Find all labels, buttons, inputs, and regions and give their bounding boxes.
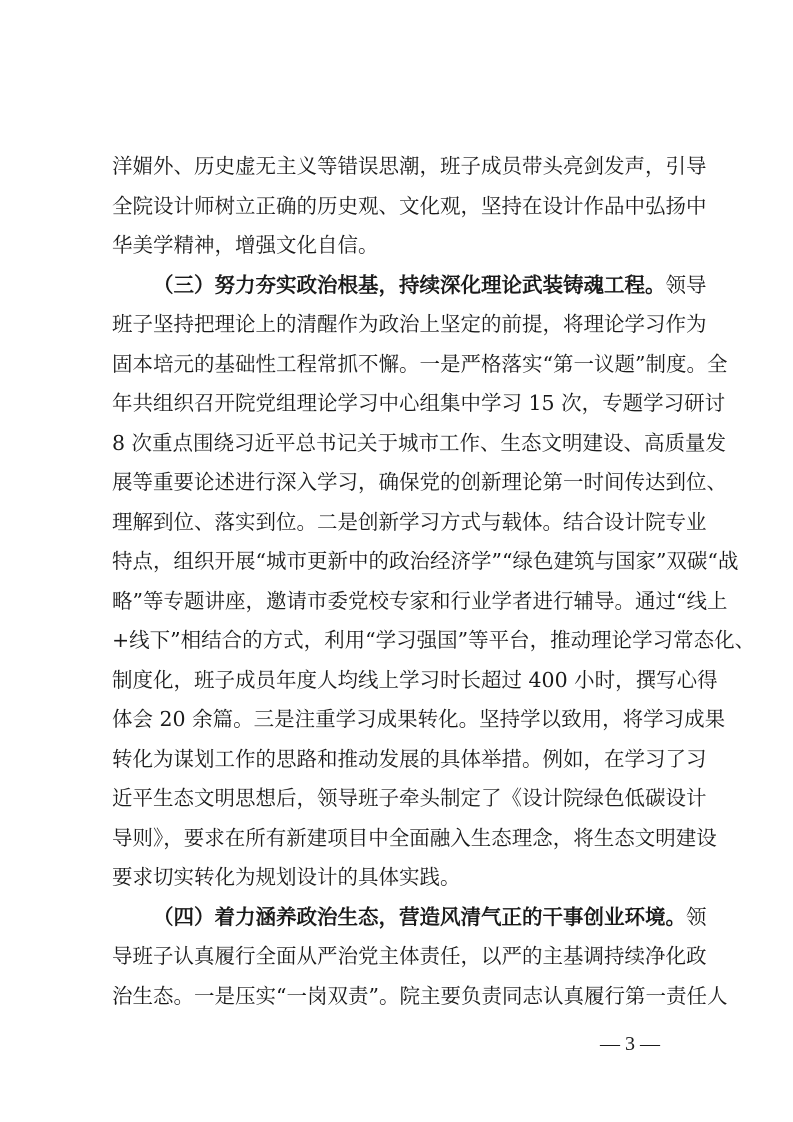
paragraph-line: 华美学精神，增强文化自信。 (112, 233, 379, 257)
paragraph-line: 8 次重点围绕习近平总书记关于城市工作、生态文明建设、高质量发 (112, 431, 727, 455)
paragraph-line: 理解到位、落实到位。二是创新学习方式与载体。结合设计院专业 (112, 510, 707, 534)
paragraph-line: 班子坚持把理论上的清醒作为政治上坚定的前提，将理论学习作为 (112, 312, 707, 336)
paragraph-line: 全院设计师树立正确的历史观、文化观，坚持在设计作品中弘扬中 (112, 194, 707, 218)
paragraph-line: 要求切实转化为规划设计的具体实践。 (112, 865, 461, 889)
paragraph-line: 特点，组织开展“城市更新中的政治经济学”“绿色建筑与国家”双碳“战 (112, 549, 739, 573)
paragraph-line: 近平生态文明思想后，领导班子牵头制定了《设计院绿色低碳设计 (112, 786, 707, 810)
section-3-heading: （三）努力夯实政治根基，持续深化理论武装铸魂工程。 (153, 273, 666, 297)
paragraph-line: 固本培元的基础性工程常抓不懈。一是严格落实“第一议题”制度。全 (112, 352, 728, 376)
section-4-heading: （四）着力涵养政治生态，营造风清气正的干事创业环境。 (153, 905, 686, 929)
paragraph-line: 略”等专题讲座，邀请市委党校专家和行业学者进行辅导。通过“线上 (112, 589, 728, 613)
section-3-first-line (153, 268, 707, 302)
section-4-heading-rest: 领 (686, 905, 707, 929)
paragraph-line: 治生态。一是压实“一岗双责”。院主要负责同志认真履行第一责任人 (112, 984, 728, 1008)
paragraph-line: 导班子认真履行全面从严治党主体责任，以严的主基调持续净化政 (112, 944, 707, 968)
paragraph-line: 年共组织召开院党组理论学习中心组集中学习 15 次，专题学习研讨 (112, 391, 726, 415)
paragraph-line: 展等重要论述进行深入学习，确保党的创新理论第一时间传达到位、 (112, 470, 727, 494)
paragraph-line: 体会 20 余篇。三是注重学习成果转化。坚持学以致用，将学习成果 (112, 707, 726, 731)
paragraph-line: 导则》，要求在所有新建项目中全面融入生态理念，将生态文明建设 (112, 826, 717, 850)
section-3-heading-rest: 领导 (665, 273, 707, 297)
section-4-first-line (153, 900, 707, 934)
paragraph-line: 转化为谋划工作的思路和推动发展的具体举措。例如，在学习了习 (112, 747, 707, 771)
paragraph-line: 洋媚外、历史虚无主义等错误思潮，班子成员带头亮剑发声，引导 (112, 154, 707, 178)
paragraph-line: +线下”相结合的方式，利用“学习强国”等平台，推动理论学习常态化、 (112, 628, 756, 652)
page-number: — 3 — (600, 1033, 660, 1055)
paragraph-line: 制度化，班子成员年度人均线上学习时长超过 400 小时，撰写心得 (112, 668, 718, 692)
